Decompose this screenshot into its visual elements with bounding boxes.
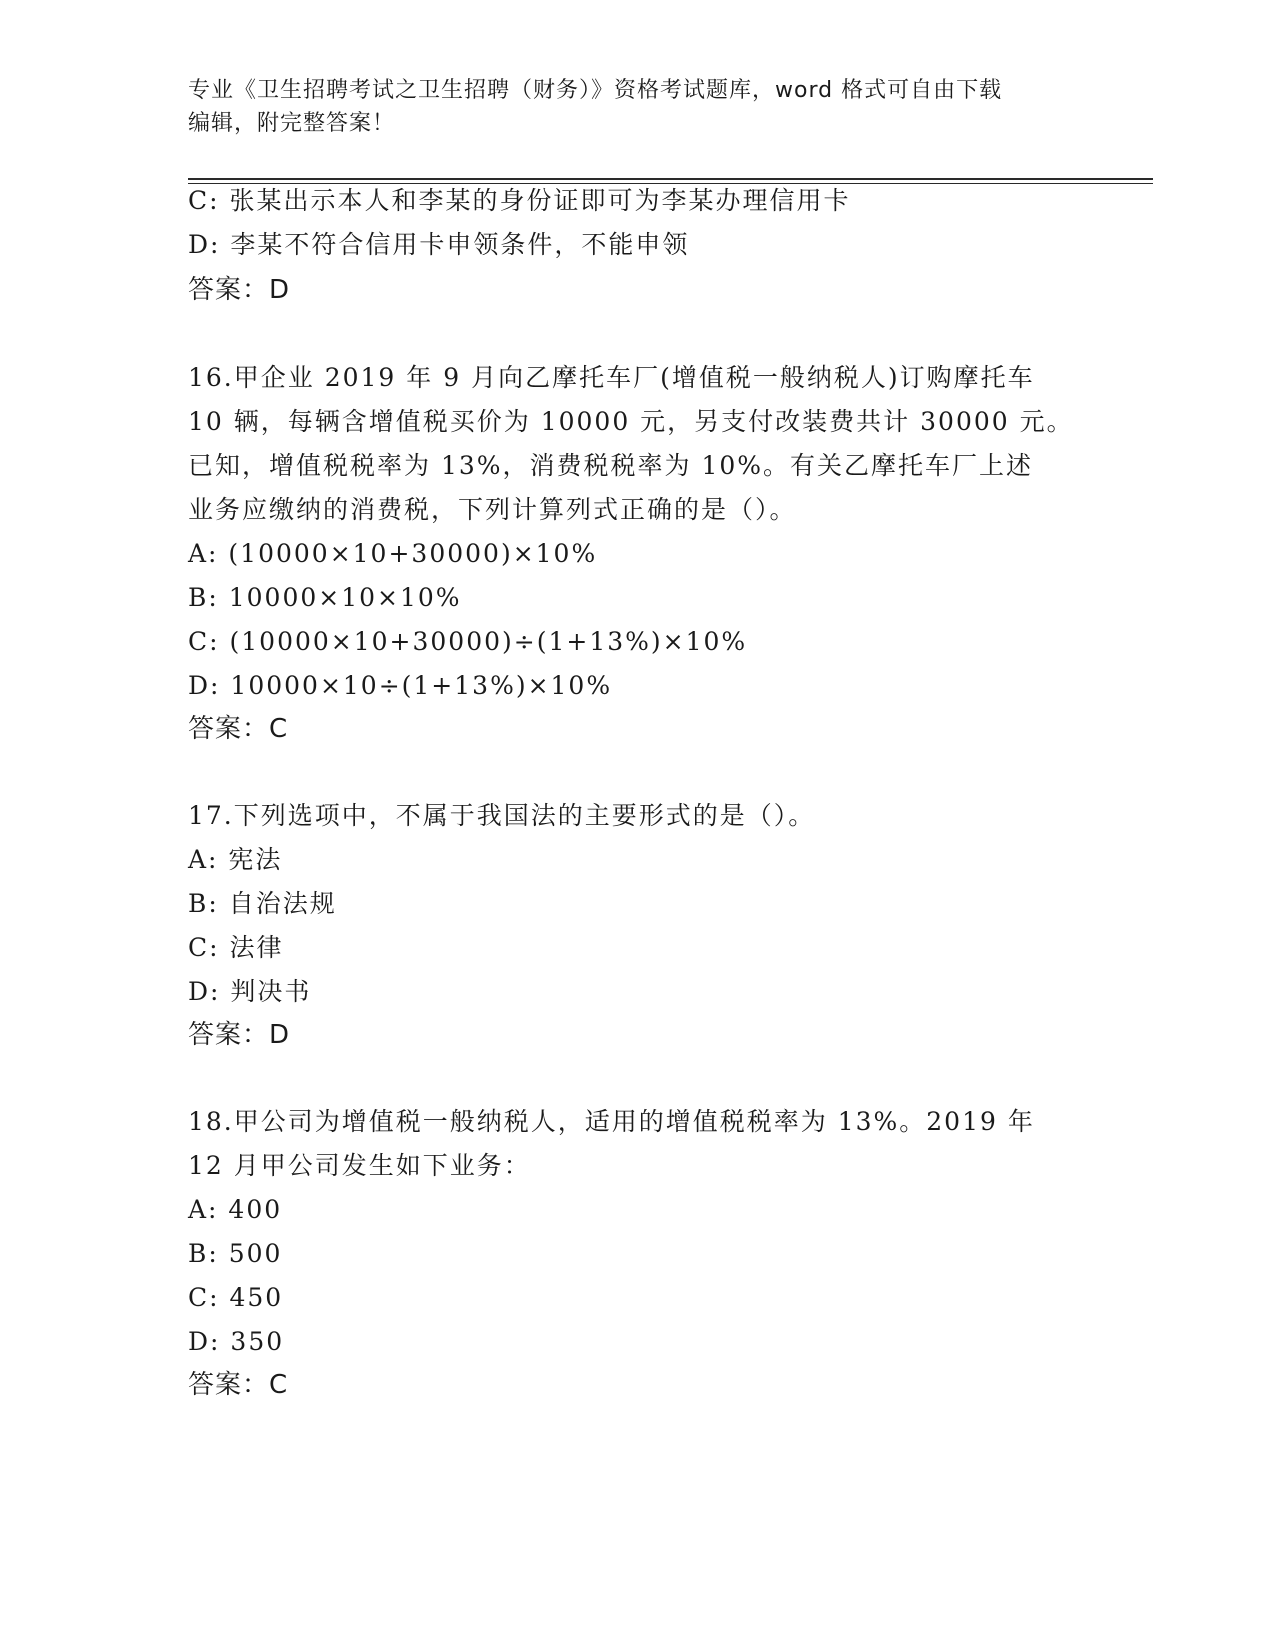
q18-option-d: D: 350 [188,1327,285,1356]
q17-option-d: D: 判决书 [188,977,312,1006]
document-header [188,74,1088,140]
q16-stem-line-1: 16.甲企业 2019 年 9 月向乙摩托车厂(增值税一般纳税人)订购摩托车 [188,363,1035,392]
header-line-1: 专业《卫生招聘考试之卫生招聘（财务）》资格考试题库，word 格式可自由下载 [188,78,1003,103]
q18-option-b: B: 500 [188,1239,283,1268]
q16-option-a: A: (10000×10+30000)×10% [188,539,598,568]
q16-stem-line-2: 10 辆，每辆含增值税买价为 10000 元，另支付改装费共计 30000 元。 [188,407,1074,436]
header-divider-thick [188,178,1153,180]
prev-question-answer: 答案：D [188,275,291,305]
q17-option-a: A: 宪法 [188,845,283,874]
q17-stem-line-1: 17.下列选项中，不属于我国法的主要形式的是（）。 [188,801,816,830]
q18-option-c: C: 450 [188,1283,284,1312]
prev-question-option-d: D: 李某不符合信用卡申领条件，不能申领 [188,230,690,259]
q16-stem-line-3: 已知，增值税税率为 13%，消费税税率为 10%。有关乙摩托车厂上述 [188,451,1034,480]
q16-option-c: C: (10000×10+30000)÷(1+13%)×10% [188,627,748,656]
q18-answer: 答案：C [188,1370,289,1400]
prev-question-option-c: C: 张某出示本人和李某的身份证即可为李某办理信用卡 [188,186,851,215]
q18-stem-line-2: 12 月甲公司发生如下业务： [188,1151,531,1180]
q16-answer: 答案：C [188,714,289,744]
q16-stem-line-4: 业务应缴纳的消费税，下列计算列式正确的是（）。 [188,495,797,524]
q16-option-d: D: 10000×10÷(1+13%)×10% [188,671,613,700]
q16-option-b: B: 10000×10×10% [188,583,462,612]
header-line-2: 编辑，附完整答案！ [188,111,396,136]
q17-answer: 答案：D [188,1020,291,1050]
header-divider-thin [188,183,1153,184]
q18-option-a: A: 400 [188,1195,283,1224]
q18-stem-line-1: 18.甲公司为增值税一般纳税人，适用的增值税税率为 13%。2019 年 [188,1107,1035,1136]
q17-option-c: C: 法律 [188,933,284,962]
q17-option-b: B: 自治法规 [188,889,337,918]
